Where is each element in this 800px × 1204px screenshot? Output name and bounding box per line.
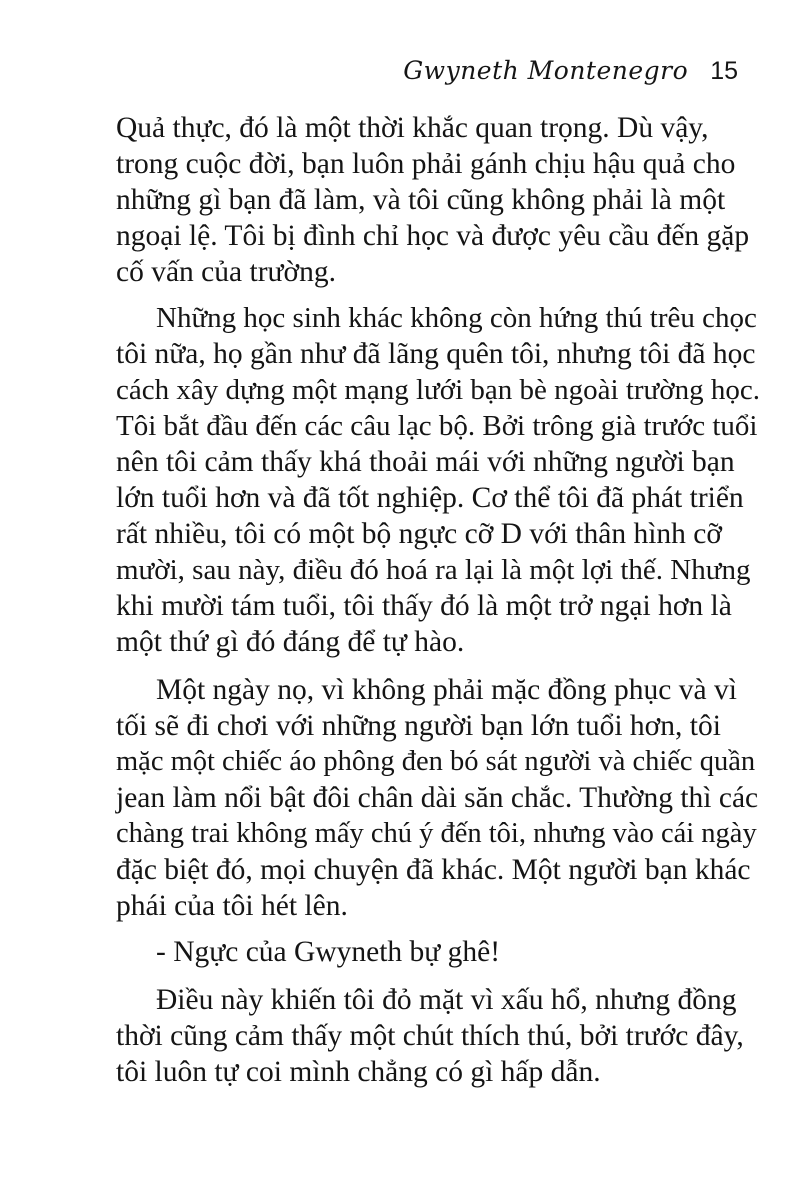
paragraph-2-line-5: nên tôi cảm thấy khá thoải mái với những người bạn [116, 446, 735, 478]
paragraph-3-line-6: đặc biệt đó, mọi chuyện đã khác. Một người bạn khác [116, 854, 751, 886]
paragraph-3-line-1: Một ngày nọ, vì không phải mặc đồng phục và vì [156, 674, 737, 706]
paragraph-1-line-2: trong cuộc đời, bạn luôn phải gánh chịu hậu quả cho [116, 148, 736, 180]
paragraph-2-line-6: lớn tuổi hơn và đã tốt nghiệp. Cơ thể tôi đã phát triển [116, 482, 744, 514]
paragraph-3-line-3: mặc một chiếc áo phông đen bó sát người và chiếc quần [116, 746, 756, 777]
paragraph-2-line-10: một thứ gì đó đáng để tự hào. [116, 626, 465, 658]
paragraph-2-line-7: rất nhiều, tôi có một bộ ngực cỡ D với thân hình cỡ [116, 518, 722, 550]
paragraph-5-line-3: tôi luôn tự coi mình chẳng có gì hấp dẫn. [116, 1056, 601, 1088]
paragraph-1-line-5: cố vấn của trường. [116, 256, 336, 288]
paragraph-2-line-1: Những học sinh khác không còn hứng thú trêu chọc [156, 302, 757, 334]
running-head-author: Gwyneth Montenegro [403, 56, 689, 85]
paragraph-2-line-8: mười, sau này, điều đó hoá ra lại là một lợi thế. Nhưng [116, 554, 751, 586]
paragraph-2-line-9: khi mười tám tuổi, tôi thấy đó là một trở ngại hơn là [116, 590, 732, 622]
paragraph-5-line-2: thời cũng cảm thấy một chút thích thú, bởi trước đây, [116, 1020, 744, 1052]
paragraph-3-line-5: chàng trai không mấy chú ý đến tôi, nhưng vào cái ngày [116, 818, 757, 849]
paragraph-1-line-1: Quả thực, đó là một thời khắc quan trọng. Dù vậy, [116, 112, 709, 144]
paragraph-1-line-4: ngoại lệ. Tôi bị đình chỉ học và được yêu cầu đến gặp [116, 220, 750, 252]
paragraph-3-line-7: phái của tôi hét lên. [116, 890, 348, 922]
paragraph-3-line-4: jean làm nổi bật đôi chân dài săn chắc. Thường thì các [116, 782, 759, 814]
paragraph-2-line-4: Tôi bắt đầu đến các câu lạc bộ. Bởi trông già trước tuổi [116, 410, 758, 442]
paragraph-2-line-2: tôi nữa, họ gần như đã lãng quên tôi, nhưng tôi đã học [116, 338, 756, 370]
paragraph-2-line-3: cách xây dựng một mạng lưới bạn bè ngoài trường học. [116, 374, 760, 406]
paragraph-1-line-3: những gì bạn đã làm, và tôi cũng không phải là một [116, 184, 726, 216]
page-number: 15 [710, 57, 738, 85]
running-head [403, 56, 738, 86]
dialogue-line: - Ngực của Gwyneth bự ghê! [156, 936, 501, 968]
paragraph-5-line-1: Điều này khiến tôi đỏ mặt vì xấu hổ, nhưng đồng [156, 984, 737, 1016]
paragraph-3-line-2: tối sẽ đi chơi với những người bạn lớn tuổi hơn, tôi [116, 710, 721, 742]
